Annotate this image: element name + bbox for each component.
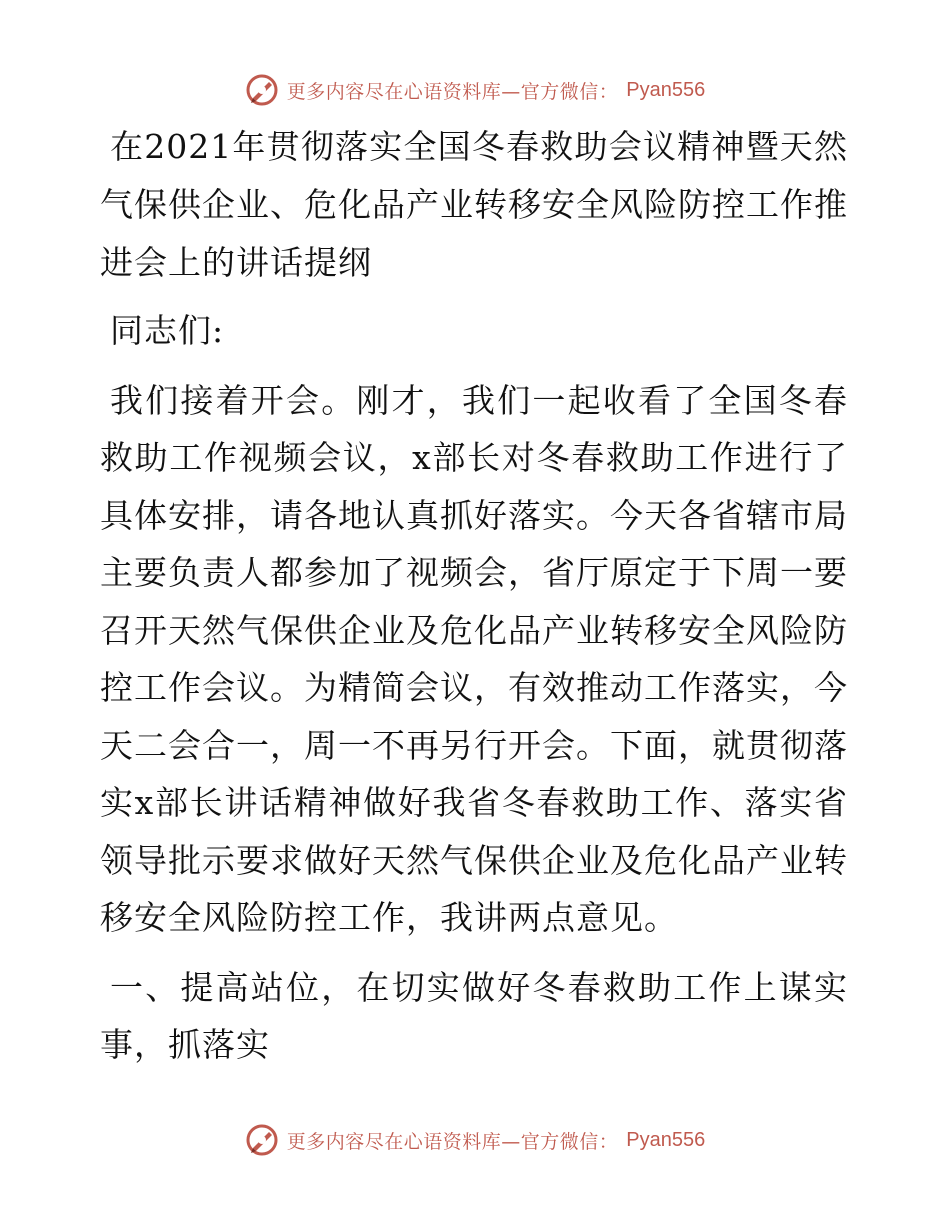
salutation: 同志们: xyxy=(110,311,225,350)
paragraph-1: 我们接着开会。刚才，我们一起收看了全国冬春救助工作视频会议，x部长对冬春救助工作进行了具体安排，请各地认真抓好落实。今天各省辖市局主要负责人都参加了视频会，省厅原定于下周一要召开天然气保供企业及危化品产业转移安全风险防控工作会议。为精简会议，有效推动工作落实，今天二会合一，周一不再另行开会。下面，就贯彻落实x部长讲话精神做好我省冬春救助工作、落实省领导批示要求做好天然气保供企业及危化品产业转移安全风险防控工作，我讲两点意见。 xyxy=(100,380,848,937)
watermark-header xyxy=(0,70,950,110)
section-heading-1: 一、提高站位，在切实做好冬春救助工作上谋实事，抓落实 xyxy=(100,967,848,1064)
watermark-footer xyxy=(0,1120,950,1160)
document-title: 在2021年贯彻落实全国冬春救助会议精神暨天然气保供企业、危化品产业转移安全风险防控工作推进会上的讲话提纲 xyxy=(100,127,848,282)
document-body xyxy=(100,118,848,1086)
watermark-text: 更多内容尽在心语资料库—官方微信： xyxy=(286,1130,619,1153)
watermark-text: 更多内容尽在心语资料库—官方微信： xyxy=(286,80,619,103)
watermark-wechat-id: Pyan556 xyxy=(626,78,706,101)
pen-logo-icon xyxy=(245,73,279,107)
pen-logo-icon xyxy=(245,1123,279,1157)
watermark-wechat-id: Pyan556 xyxy=(626,1128,706,1151)
